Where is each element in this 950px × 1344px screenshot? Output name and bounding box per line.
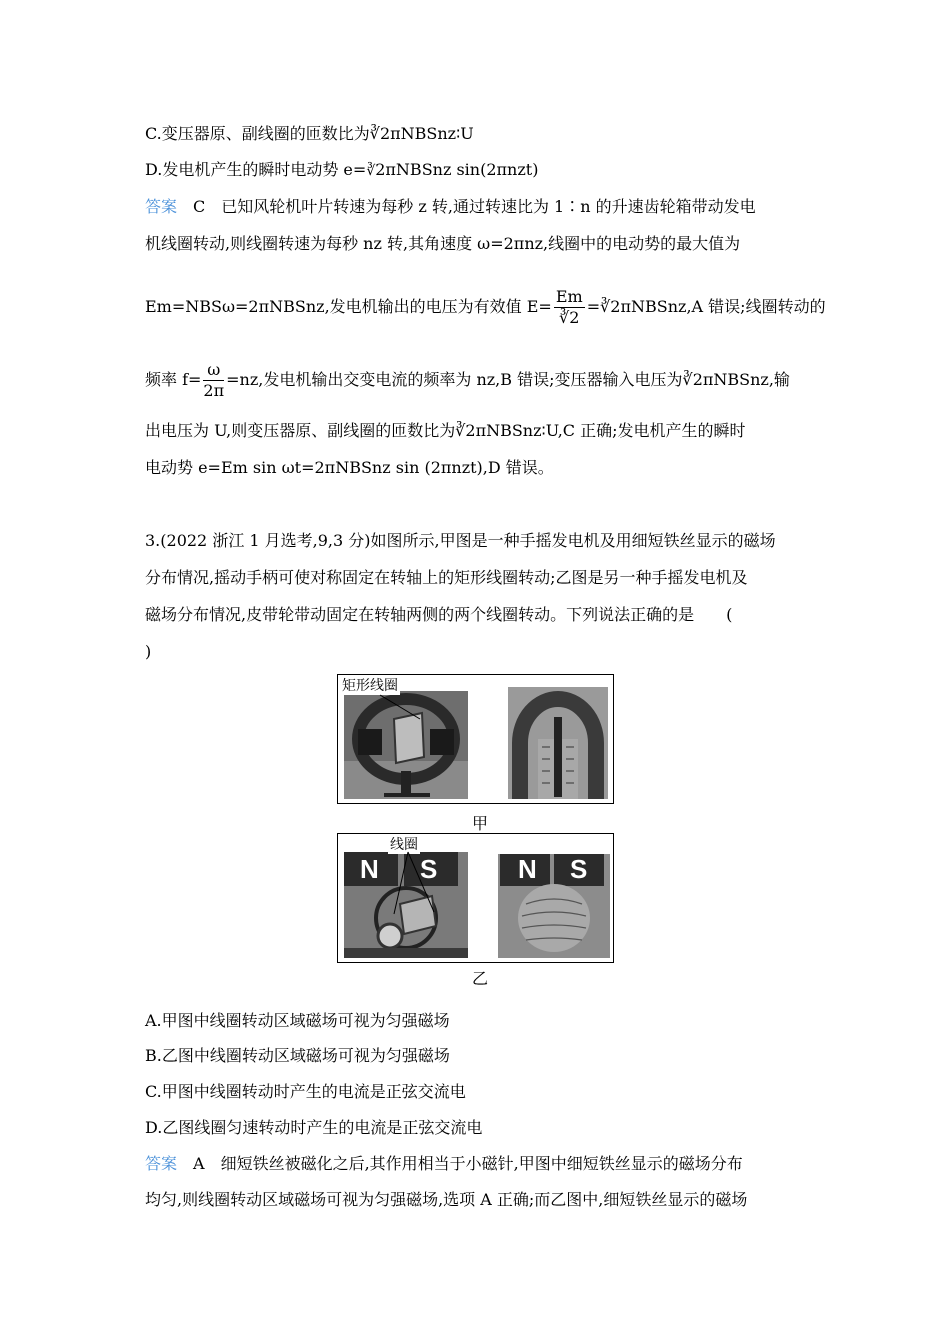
- answer-2-line-2: 均匀,则线圈转动区域磁场可视为匀强磁场,选项 A 正确;而乙图中,细短铁丝显示的磁场: [145, 1190, 748, 1209]
- magnet-n-label-2: N: [518, 854, 537, 884]
- option-d-prev: D.发电机产生的瞬时电动势 e=∛2πNBSnz sin(2πnzt): [145, 160, 539, 179]
- question-3-line-3: 磁场分布情况,皮带轮带动固定在转轴两侧的两个线圈转动。下列说法正确的是 (: [145, 605, 733, 624]
- question-3-line-1: 3.(2022 浙江 1 月选考,9,3 分)如图所示,甲图是一种手摇发电机及用细短铁丝显示的磁场: [145, 531, 776, 550]
- answer-1-line-2: 机线圈转动,则线圈转速为每秒 nz 转,其角速度 ω=2πnz,线圈中的电动势的最大值为: [145, 234, 741, 253]
- answer-label-2: 答案: [145, 1154, 178, 1173]
- answer-1-line-1: [145, 196, 756, 218]
- coil-label: 线圈: [388, 834, 420, 854]
- label-pointer-yi: [388, 850, 448, 920]
- figure-jia: [337, 674, 614, 804]
- answer-1-line-3: [145, 285, 826, 329]
- answer-1-line-4: [145, 358, 790, 402]
- answer-1-text: C 已知风轮机叶片转速为每秒 z 转,通过转速比为 1∶n 的升速齿轮箱带动发电: [193, 197, 756, 216]
- magnetic-field-photo-jia: [508, 687, 608, 799]
- rect-coil-label: 矩形线圈: [340, 675, 400, 695]
- magnet-s-label-1: S: [420, 854, 438, 884]
- fraction-2-denominator: 2π: [203, 381, 225, 400]
- fraction-2-numerator: ω: [203, 360, 224, 381]
- figure-yi: [337, 833, 614, 963]
- magnet-n-label-1: N: [360, 854, 379, 884]
- question-3-line-4: ): [145, 642, 152, 661]
- option-b: B.乙图中线圈转动区域磁场可视为匀强磁场: [145, 1046, 450, 1065]
- magnet-s-label-2: S: [570, 854, 588, 884]
- answer-1-line-6: 电动势 e=Em sin ωt=2πNBSnz sin (2πnzt),D 错误。: [145, 458, 554, 477]
- figure-jia-caption: 甲: [472, 814, 489, 833]
- answer-1-line-3b: =∛2πNBSnz,A 错误;线圈转动的: [586, 297, 826, 316]
- figure-yi-caption: 乙: [472, 969, 489, 988]
- answer-1-line-5: 出电压为 U,则变压器原、副线圈的匝数比为∛2πNBSnz∶U,C 正确;发电机产生的瞬时: [145, 421, 746, 440]
- fraction-1-numerator: Em: [555, 287, 583, 306]
- fraction-em-over-root2: [554, 287, 585, 328]
- answer-2-text: A 细短铁丝被磁化之后,其作用相当于小磁针,甲图中细短铁丝显示的磁场分布: [193, 1154, 743, 1173]
- fraction-1-denominator: ∛2: [559, 308, 580, 327]
- label-pointer-jia: [378, 693, 428, 723]
- answer-1-line-4a: 频率 f=: [145, 370, 202, 389]
- fraction-omega-over-2pi: [203, 360, 224, 401]
- answer-1-line-4b: =nz,发电机输出交变电流的频率为 nz,B 错误;变压器输入电压为∛2πNBSnz,输: [226, 370, 790, 389]
- answer-2-line-1: [145, 1153, 743, 1175]
- answer-label: 答案: [145, 197, 178, 216]
- question-3-line-2: 分布情况,摇动手柄可使对称固定在转轴上的矩形线圈转动;乙图是另一种手摇发电机及: [145, 568, 748, 587]
- option-c: C.甲图中线圈转动时产生的电流是正弦交流电: [145, 1082, 466, 1101]
- option-d-prefix: D.发电机产生的瞬时电动势 e=: [145, 160, 367, 179]
- option-c-prev: C.变压器原、副线圈的匝数比为∛2πNBSnz∶U: [145, 124, 474, 143]
- option-a: A.甲图中线圈转动区域磁场可视为匀强磁场: [145, 1011, 450, 1030]
- answer-1-line-3a: Em=NBSω=2πNBSnz,发电机输出的电压为有效值 E=: [145, 297, 552, 316]
- option-d-suffix: 2πNBSnz sin(2πnzt): [375, 160, 539, 179]
- magnetic-field-photo-yi: [498, 854, 610, 958]
- option-d: D.乙图线圈匀速转动时产生的电流是正弦交流电: [145, 1118, 483, 1137]
